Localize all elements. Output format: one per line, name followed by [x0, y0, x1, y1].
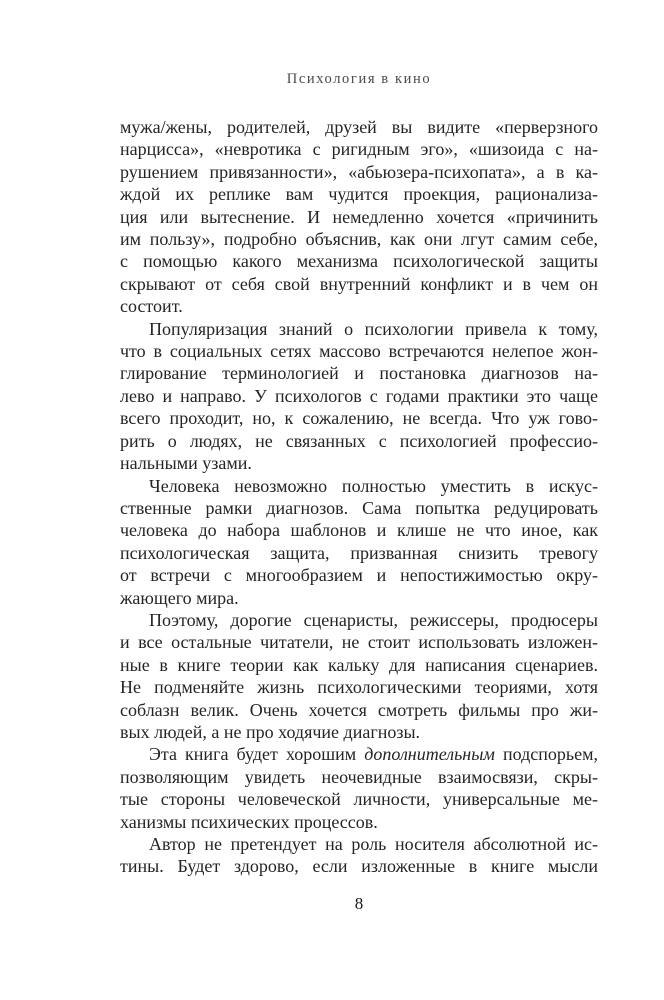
- text-line: Популяризация знаний о психологии привела к тому,: [149, 318, 598, 339]
- body-text: [120, 116, 598, 878]
- text-line: от встречи с многообразием и непостижимостью окру-: [120, 565, 598, 586]
- text-line: позволяющим увидеть неочевидные взаимосвязи, скры-: [120, 766, 598, 787]
- text-line: Человека невозможно полностью уместить в искус-: [149, 475, 598, 496]
- text-line: им пользу», подробно объяснив, как они лгут самим себе,: [120, 229, 598, 250]
- text-line: человека до набора шаблонов и клише не что иное, как: [120, 520, 598, 541]
- paragraph: [120, 833, 598, 878]
- text-line: тины. Будет здорово, если изложенные в книге мысли: [120, 856, 598, 877]
- text-line: ждой их реплике вам чудится проекция, рационализа-: [120, 184, 598, 205]
- text-line: рить о людях, не связанных с психологией профессио-: [120, 430, 598, 451]
- italic-text-segment: дополнительным: [364, 744, 495, 765]
- text-line: лево и направо. У психологов с годами практики это чаще: [120, 385, 598, 406]
- text-line: с помощью какого механизма психологической защиты: [120, 251, 598, 272]
- text-line: Поэтому, дорогие сценаристы, режиссеры, продюсеры: [149, 609, 598, 630]
- paragraph: [120, 116, 598, 318]
- text-line: рушением привязанности», «абьюзера-психопата», а в ка-: [120, 161, 598, 182]
- text-line: и все остальные читатели, не стоит использовать изложен-: [120, 632, 598, 653]
- text-line: тые стороны человеческой личности, универсальные ме-: [120, 789, 598, 810]
- text-line: нарцисса», «невротика с ригидным эго», «шизоида с на-: [120, 139, 598, 160]
- paragraph: [120, 609, 598, 743]
- text-line: [120, 743, 598, 765]
- text-line: скрывают от себя свой внутренний конфликт и в чем он: [120, 273, 598, 294]
- paragraph: [120, 743, 598, 833]
- running-header: Психология в кино: [286, 71, 432, 87]
- text-line: ханизмы психических процессов.: [120, 811, 378, 832]
- text-line: психологическая защита, призванная снизить тревогу: [120, 542, 598, 563]
- text-line: соблазн велик. Очень хочется смотреть фильмы про жи-: [120, 699, 598, 720]
- text-line: глирование терминологией и постановка диагнозов на-: [120, 363, 598, 384]
- paragraph: [120, 475, 598, 609]
- text-line: всего проходит, но, к сожалению, не всегда. Что уж гово-: [120, 408, 598, 429]
- text-line: Не подменяйте жизнь психологическими теориями, хотя: [120, 677, 598, 698]
- page-number: 8: [354, 894, 364, 913]
- text-line: ция или вытеснение. И немедленно хочется «причинить: [120, 206, 598, 227]
- text-line: Автор не претендует на роль носителя абсолютной ис-: [149, 834, 598, 854]
- text-line: ственные рамки диагнозов. Сама попытка редуцировать: [120, 497, 598, 518]
- text-line: жающего мира.: [120, 587, 239, 608]
- text-line: состоит.: [120, 296, 183, 317]
- text-line: мужа/жены, родителей, друзей вы видите «перверзного: [120, 117, 598, 137]
- paragraph: [120, 318, 598, 475]
- text-segment: подспорьем,: [494, 744, 598, 765]
- text-line: вых людей, а не про ходячие диагнозы.: [120, 721, 421, 742]
- text-line: что в социальных сетях массово встречаются нелепое жон-: [120, 341, 598, 362]
- text-line: нальными узами.: [120, 453, 252, 474]
- text-segment: Эта книга будет хорошим: [149, 744, 365, 765]
- text-line: ные в книге теории как кальку для написания сценариев.: [120, 654, 598, 675]
